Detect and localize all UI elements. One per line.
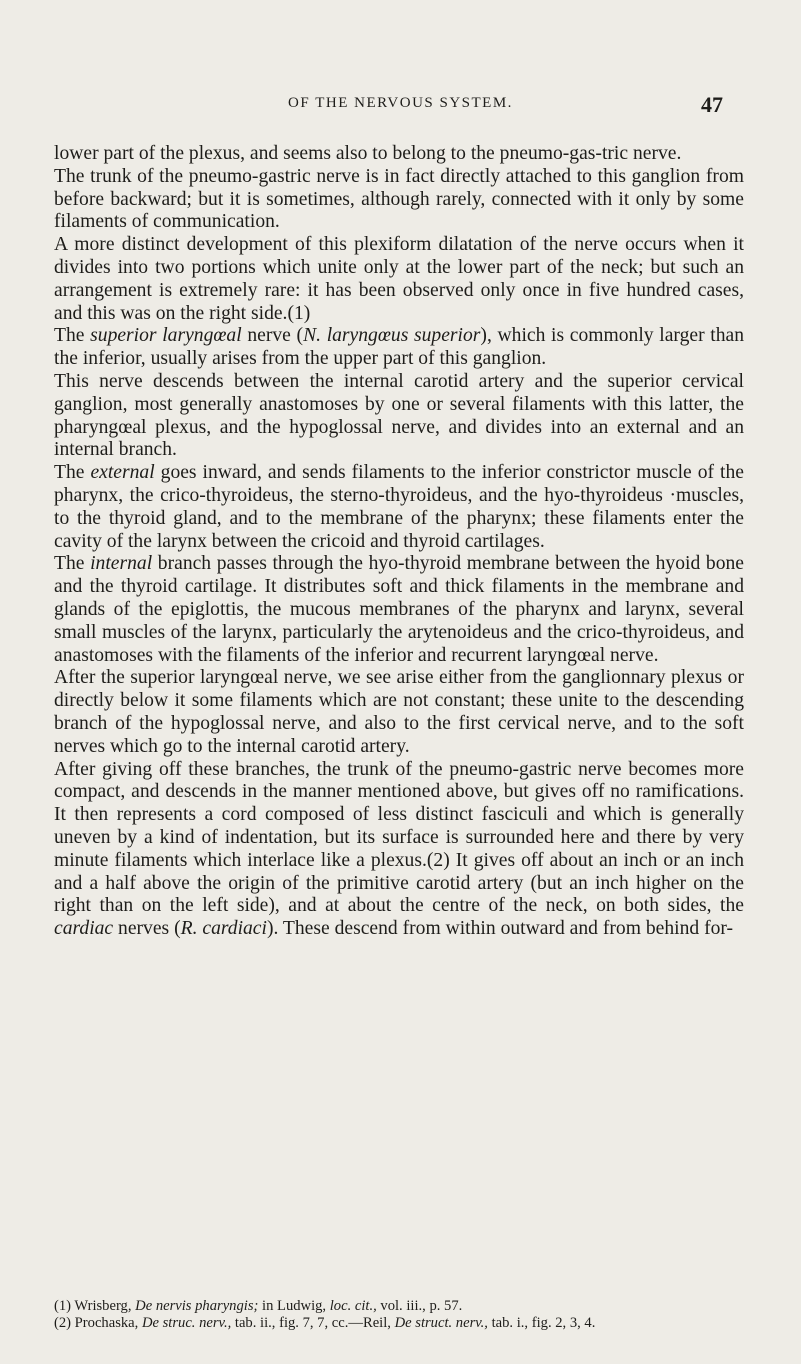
paragraph [54,325,744,371]
text-span: ). These descend from within outward and from behind for- [266,918,734,940]
text-span: (1) Wrisberg, [54,1298,136,1314]
text-span: The trunk of the pneumo-gastric nerve is in fact directly attached to this ganglion from before backward; but it is sometimes, although rarely, connected with it only by some filaments of communication. [54,165,744,233]
running-head [0,92,801,117]
italic-term: internal [90,553,153,575]
paragraph [54,166,744,234]
text-span: After the superior laryngœal nerve, we see arise either from the ganglionnary plexus or directly below it some filaments which are not constant; these unite to the descending branch of the hypoglossal nerve, and also to the first cervical nerve, and to the soft nerves which go to the internal carotid artery. [54,667,744,757]
italic-latin-term: R. cardiaci [180,918,267,940]
paragraph [54,462,744,553]
paragraph [54,143,744,166]
footnotes [54,1298,744,1332]
text-span: After giving off these branches, the trunk of the pneumo-gastric nerve becomes more compact, and descends in the manner mentioned above, but gives off no ramifications. It then represents a cord composed of less distinct fasciculi and which is generally uneven by a kind of indentation, but its surface is surrounded here and there by very minute filaments which interlace like a plexus.(2) It gives off about an inch or an inch and a half above the origin of the primitive carotid artery (but an inch higher on the right than on the left side), and at about the centre of the neck, on both sides, the [54,758,744,917]
text-span: nerve ( [241,325,304,347]
italic-citation: De nervis pharyngis; [135,1298,259,1314]
text-span: ), which is commonly larger than the inferior, usually arises from the upper part of this ganglion. [54,325,744,370]
text-span: lower part of the plexus, and seems also to belong to the pneumo-gas-tric nerve. [54,143,682,164]
text-span: The [54,325,91,347]
paragraph [54,371,744,462]
running-title: OF THE NERVOUS SYSTEM. [288,95,513,111]
paragraph [54,759,744,941]
text-span: goes inward, and sends filaments to the inferior constrictor muscle of the pharynx, the crico-thyroideus, the sterno-thyroideus, and the hyo-thyroideus ·muscles, to the thyroid gland, and to the membrane of the pharynx; these filaments enter the cavity of the larynx between the cricoid and thyroid cartilages. [54,462,744,552]
text-span: (2) Prochaska, [54,1315,142,1331]
text-span: The [54,462,91,484]
text-span: The [54,553,91,575]
footnote [54,1298,744,1315]
italic-citation: De struct. nerv., [394,1315,488,1331]
text-span: tab. i., fig. 2, 3, 4. [487,1315,596,1331]
text-span: This nerve descends between the internal carotid artery and the superior cervical ganglion, most generally anastomoses by one or several filaments with this latter, the pharyngœal plexus, and the hypoglossal nerve, and divides into an external and an internal branch. [54,370,744,461]
footnote [54,1315,744,1332]
text-span: vol. iii., p. 57. [376,1298,463,1314]
text-span: in Ludwig, [258,1298,330,1314]
text-span: nerves ( [113,918,181,940]
italic-latin-term: N. laryngœus superior [303,325,481,347]
paragraph [54,553,744,667]
page-number: 47 [701,92,723,117]
italic-citation: De struc. nerv., [141,1315,232,1331]
italic-term: superior laryngœal [90,325,242,347]
italic-term: external [90,462,155,484]
italic-citation: loc. cit., [329,1298,377,1314]
body-text [54,143,744,941]
text-span: A more distinct development of this plexiform dilatation of the nerve occurs when it divides into two portions which unite only at the lower part of the neck; but such an arrangement is extremely rare: it has been observed only once in five hundred cases, and this was on the right side.(1) [54,234,744,324]
italic-term: cardiac [54,918,114,940]
paragraph [54,667,744,758]
paragraph [54,234,744,325]
text-span: branch passes through the hyo-thyroid membrane between the hyoid bone and the thyroid cartilage. It distributes soft and thick filaments in the membrane and glands of the epiglottis, the mucous membranes of the pharynx and larynx, several small muscles of the larynx, particularly the arytenoideus and the crico-thyroideus, and anastomoses with the filaments of the inferior and recurrent laryngœal nerve. [54,553,744,666]
text-span: tab. ii., fig. 7, 7, cc.—Reil, [231,1315,395,1331]
